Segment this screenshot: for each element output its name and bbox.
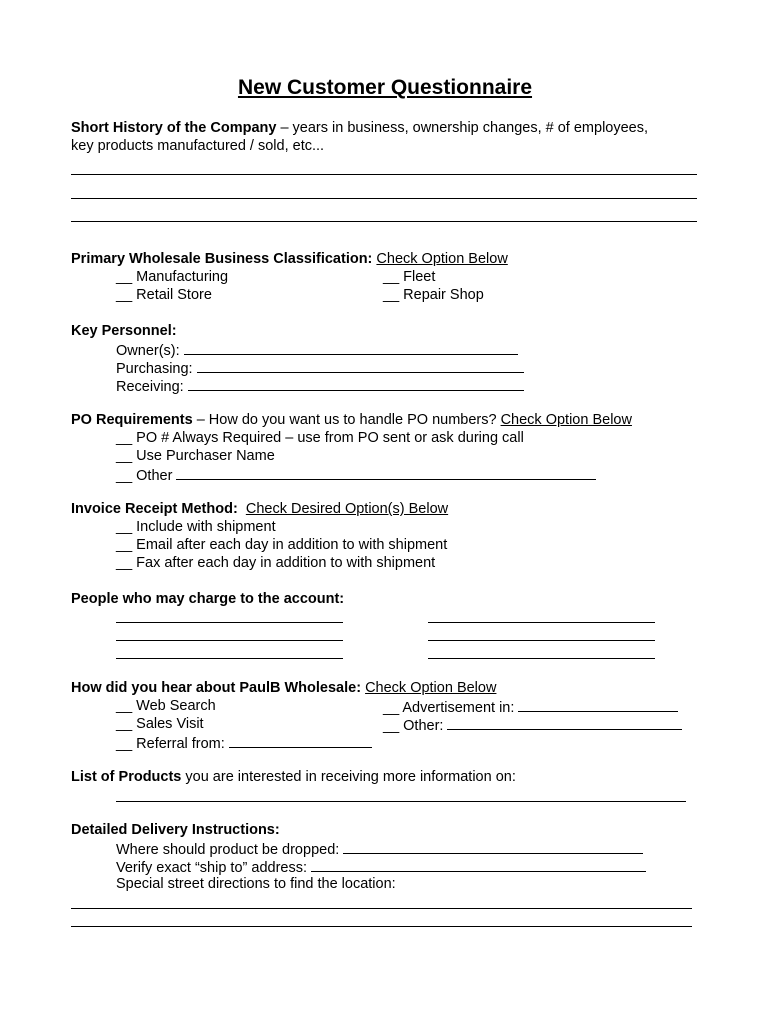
po-hint: Check Option Below — [500, 412, 632, 428]
po-option-other[interactable]: __ Other — [116, 468, 173, 484]
products-label: List of Products — [71, 769, 182, 785]
history-text-2: key products manufactured / sold, etc... — [71, 138, 325, 154]
charge-field-3[interactable] — [116, 640, 343, 641]
hear-referral-row — [116, 733, 372, 751]
directions-field-2[interactable] — [71, 926, 692, 927]
charge-field-5[interactable] — [116, 658, 343, 659]
charge-field-6[interactable] — [428, 658, 655, 659]
history-answer-line-1[interactable] — [71, 174, 697, 175]
invoice-option-include[interactable]: __ Include with shipment — [116, 519, 276, 535]
verify-field[interactable] — [311, 857, 646, 872]
charge-label: People who may charge to the account: — [71, 591, 345, 607]
dropped-field[interactable] — [343, 839, 643, 854]
po-label: PO Requirements — [71, 412, 193, 428]
classification-heading — [71, 250, 508, 268]
hear-hint: Check Option Below — [365, 680, 497, 696]
receiving-row — [116, 376, 524, 394]
purchasing-field[interactable] — [197, 358, 524, 373]
po-heading — [71, 411, 632, 429]
hear-option-referral[interactable]: __ Referral from: — [116, 736, 225, 752]
purchasing-row — [116, 358, 524, 376]
history-answer-line-3[interactable] — [71, 221, 697, 222]
invoice-label: Invoice Receipt Method: — [71, 501, 238, 517]
directions-field-1[interactable] — [71, 908, 692, 909]
history-label: Short History of the Company — [71, 120, 277, 136]
history-answer-line-2[interactable] — [71, 198, 697, 199]
hear-option-web-search[interactable]: __ Web Search — [116, 698, 216, 714]
owner-label: Owner(s): — [116, 343, 180, 359]
history-line-1 — [71, 119, 648, 137]
option-repair-shop[interactable]: __ Repair Shop — [383, 287, 484, 303]
delivery-label: Detailed Delivery Instructions: — [71, 822, 280, 838]
hear-other-row — [383, 715, 682, 733]
products-field[interactable] — [116, 801, 686, 802]
hear-other-field[interactable] — [447, 715, 682, 730]
invoice-option-fax[interactable]: __ Fax after each day in addition to with shipment — [116, 555, 436, 571]
receiving-label: Receiving: — [116, 379, 184, 395]
referral-field[interactable] — [229, 733, 372, 748]
classification-label: Primary Wholesale Business Classification: — [71, 251, 373, 267]
products-text: you are interested in receiving more information on: — [181, 769, 516, 785]
option-fleet[interactable]: __ Fleet — [383, 269, 436, 285]
option-retail-store[interactable]: __ Retail Store — [116, 287, 212, 303]
verify-row — [116, 857, 646, 875]
po-option-purchaser-name[interactable]: __ Use Purchaser Name — [116, 448, 275, 464]
verify-label: Verify exact “ship to” address: — [116, 860, 307, 876]
invoice-hint: Check Desired Option(s) Below — [245, 501, 449, 517]
po-option-other-row — [116, 465, 596, 483]
advertisement-field[interactable] — [518, 697, 678, 712]
history-text-1: – years in business, ownership changes, # of employees, — [276, 120, 649, 136]
hear-option-sales-visit[interactable]: __ Sales Visit — [116, 716, 204, 732]
charge-field-4[interactable] — [428, 640, 655, 641]
dropped-label: Where should product be dropped: — [116, 842, 340, 858]
charge-field-2[interactable] — [428, 622, 655, 623]
products-heading — [71, 768, 516, 786]
hear-option-advertisement[interactable]: __ Advertisement in: — [383, 700, 515, 716]
receiving-field[interactable] — [188, 376, 524, 391]
directions-label: Special street directions to find the location: — [116, 876, 396, 892]
purchasing-label: Purchasing: — [116, 361, 193, 377]
hear-ad-row — [383, 697, 678, 715]
hear-option-other[interactable]: __ Other: — [383, 718, 444, 734]
page-title: New Customer Questionnaire — [237, 76, 533, 99]
invoice-heading — [71, 500, 448, 518]
dropped-row — [116, 839, 643, 857]
owner-row — [116, 340, 518, 358]
po-other-field[interactable] — [176, 465, 596, 480]
hear-label: How did you hear about PaulB Wholesale: — [71, 680, 362, 696]
charge-field-1[interactable] — [116, 622, 343, 623]
invoice-option-email[interactable]: __ Email after each day in addition to with shipment — [116, 537, 448, 553]
personnel-label: Key Personnel: — [71, 323, 177, 339]
owner-field[interactable] — [184, 340, 518, 355]
classification-hint: Check Option Below — [376, 251, 508, 267]
po-text: – How do you want us to handle PO numbers? — [192, 412, 501, 428]
hear-heading — [71, 679, 496, 697]
po-option-always-required[interactable]: __ PO # Always Required – use from PO sent or ask during call — [116, 430, 524, 446]
option-manufacturing[interactable]: __ Manufacturing — [116, 269, 229, 285]
